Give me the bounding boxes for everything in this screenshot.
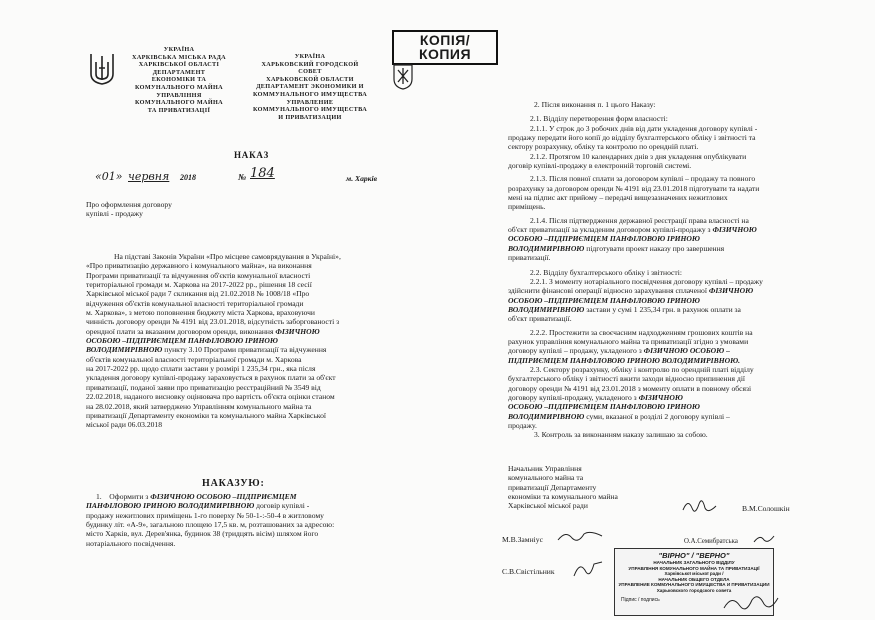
- zamniuk-signature-icon: [556, 528, 606, 546]
- svistilnyk-name: С.В.Свістільник: [502, 567, 555, 576]
- order-subject: Про оформлення договору купівлі - продажу: [86, 200, 172, 219]
- verno-stamp-title: "ВІРНО" / "ВЕРНО": [658, 551, 730, 560]
- left-column-body: На підставі Законів України «Про місцеве самоврядування в Україні», «Про приватизацію державного і комунального майна», на виконання Програми приватизації та відчуження об'єктів комунальної власності територіальної громади м. Харкова на 2017-2022 рр., рішення 18 сесії Харківської міської ради 7 скликання від 21.02.2018 № 1008/18 «Про відчуження об'єктів комунальної власності територіальної громади м. Харкова», з метою поповнення бюджету міста Харкова, враховуючи чинність договору оренди № 4191 від 23.01.2018, відсутність заборгованості з орендної плати за вказаним договором оренди, виконання ФІЗИЧНОЮ ОСОБОЮ –ПІДПРИЄМЦЕМ ПАНФІЛОВОЮ ІРИНОЮ ВОЛОДИМИРІВНОЮ пункту 3.10 Програми приватизації та відчуження об'єктів комунальної власності територіальної громади м. Харкова на 2017-2022 рр. щодо сплати застави у розмірі 1 235,34 грн., яка після укладення договору купівлі-продажу зараховується в рахунок плати за об'єкт приватизації, поданої заяви про приватизацію реєстраційний № 3549 від 22.02.2018, наданого висновку оцінювача про вартість об'єкта оцінки станом на 28.02.2018, який затверджено Управлінням комунального майна та приватизації Департаменту економіки та комунального майна Харківської міської ради 06.03.2018: [86, 252, 341, 430]
- verno-stamp-sign-label: Підпис / подпись: [621, 596, 660, 603]
- semybratska-name: О.А.Семибратська: [684, 538, 738, 545]
- order-number: 184: [250, 166, 275, 181]
- verno-stamp-lines: НАЧАЛЬНИК ЗАГАЛЬНОГО ВІДДІЛУ УПРАВЛІННЯ КОМУНАЛЬНОГО МАЙНА ТА ПРИВАТИЗАЦІЇ Харківської міської ради / НАЧАЛЬНИК ОБЩЕГО ОТДЕЛА УПРАВЛЕНИЕ КОММУНАЛЬНОГО ИМУЩЕСТВА И ПРИВАТИЗАЦИИ Харьковского городского совета: [618, 560, 770, 593]
- verno-signature-icon: [720, 590, 780, 616]
- semybratska-signature-icon: [752, 532, 776, 546]
- order-date-day: «01»: [95, 170, 123, 183]
- director-signature-icon: [680, 496, 720, 518]
- signatory-name: В.М.Солошкін: [742, 504, 790, 513]
- trident-emblem-icon: [89, 52, 115, 86]
- kharkiv-coat-of-arms-icon: [393, 64, 413, 90]
- copy-stamp: КОПІЯ/ КОПИЯ: [392, 30, 498, 65]
- signatory-block: Начальник Управління комунального майна та приватизації Департаменту економіки та комунального майна Харківської міської ради: [508, 464, 618, 511]
- left-paragraph-1: 1. Оформити з ФІЗИЧНОЮ ОСОБОЮ –ПІДПРИЄМЦЕМ ПАНФІЛОВОЮ ІРИНОЮ ВОЛОДИМИРІВНОЮ договір купівлі - продажу нежитлових приміщень 1-го поверху № 50-1-:-50-4 в житловому будинку літ. «А-9», загальною площею 17,5 кв. м, розташованих за адресою: місто Харків, вул. Дерев'янка, будинок 38 (тридцять вісім) шляхом його нотаріального посвідчення.: [86, 492, 335, 548]
- order-number-prefix: №: [238, 172, 247, 182]
- order-city: м. Харків: [346, 174, 378, 183]
- order-date-year: 2018: [180, 173, 196, 182]
- zamniuk-name: М.В.Замніус: [502, 535, 543, 544]
- svistilnyk-signature-icon: [570, 558, 606, 580]
- order-date-month: червня: [128, 170, 170, 183]
- nakazuyu-heading: НАКАЗУЮ:: [202, 478, 265, 489]
- right-org-header: УКРАЇНА ХАРЬКОВСКИЙ ГОРОДСКОЙ СОВЕТ ХАРЬКОВСКОЙ ОБЛАСТИ ДЕПАРТАМЕНТ ЭКОНОМИКИ И КОММУНАЛЬНОГО ИМУЩЕСТВА УПРАВЛЕНИЕ КОММУНАЛЬНОГО ИМУЩЕСТВА И ПРИВАТИЗАЦИИ: [252, 53, 368, 121]
- order-title: НАКАЗ: [234, 150, 270, 160]
- right-column-body: 2. Після виконання п. 1 цього Наказу: 2.1. Відділу перетворення форм власності: 2.1.1. У строк до 3 робочих днів від дати укладення договору купівлі - продажу передати його копії до відділу бухгалтерського обліку і звітності та сектору розрахунку, обліку та контролю по орендній платі. 2.1.2. Протягом 10 календарних днів з дня укладення опублікувати договір купівлі-продажу в електронній торговій системі. 2.1.3. Після повної сплати за договором купівлі – продажу та повного розрахунку за договором оренди № 4191 від 23.01.2018 підготувати та надати мені на підпис акт прийому – передачі вищезазначених нежитлових приміщень. 2.1.4. Після підтвердження державної реєстрації права власності на об'єкт приватизації за укладеним договором купівлі-продажу з ФІЗИЧНОЮ ОСОБОЮ –ПІДПРИЄМЦЕМ ПАНФІЛОВОЮ ІРИНОЮ ВОЛОДИМИРІВНОЮ підготувати проект наказу про завершення приватизації. 2.2. Відділу бухгалтерського обліку і звітності: 2.2.1. З моменту нотаріального посвідчення договору купівлі – продажу здійснити фінансові операції відносно зарахування сплаченої ФІЗИЧНОЮ ОСОБОЮ –ПІДПРИЄМЦЕМ ПАНФІЛОВОЮ ІРИНОЮ ВОЛОДИМИРІВНОЮ застави у сумі 1 235,34 грн. в рахунок оплати за об'єкт приватизації. 2.2.2. Простежити за своєчасним надходженням грошових коштів на рахунок управління комунального майна та приватизації згідно з умовами договору купівлі – продажу, укладеного з ФІЗИЧНОЮ ОСОБОЮ – ПІДПРИЄМЦЕМ ПАНФІЛОВОЮ ІРИНОЮ ВОЛОДИМИРІВНОЮ. 2.3. Сектору розрахунку, обліку і контролю по орендній платі відділу бухгалтерського обліку і звітності вжити заходи відносно припинення дії договору оренди № 4191 від 23.01.2018 з моменту оплати в повному обсязі договору купівлі-продажу, укладеного з ФІЗИЧНОЮ ОСОБОЮ –ПІДПРИЄМЦЕМ ПАНФІЛОВОЮ ІРИНОЮ ВОЛОДИМИРІВНОЮ суми, вказаної в розділі 2 договору купівлі – продажу. 3. Контроль за виконанням наказу залишаю за собою.: [508, 100, 763, 440]
- left-org-header: УКРАЇНА ХАРКІВСЬКА МІСЬКА РАДА ХАРКІВСЬКОЇ ОБЛАСТІ ДЕПАРТАМЕНТ ЕКОНОМІКИ ТА КОМУНАЛЬНОГО МАЙНА УПРАВЛІННЯ КОМУНАЛЬНОГО МАЙНА ТА ПРИВАТИЗАЦІЇ: [132, 46, 226, 114]
